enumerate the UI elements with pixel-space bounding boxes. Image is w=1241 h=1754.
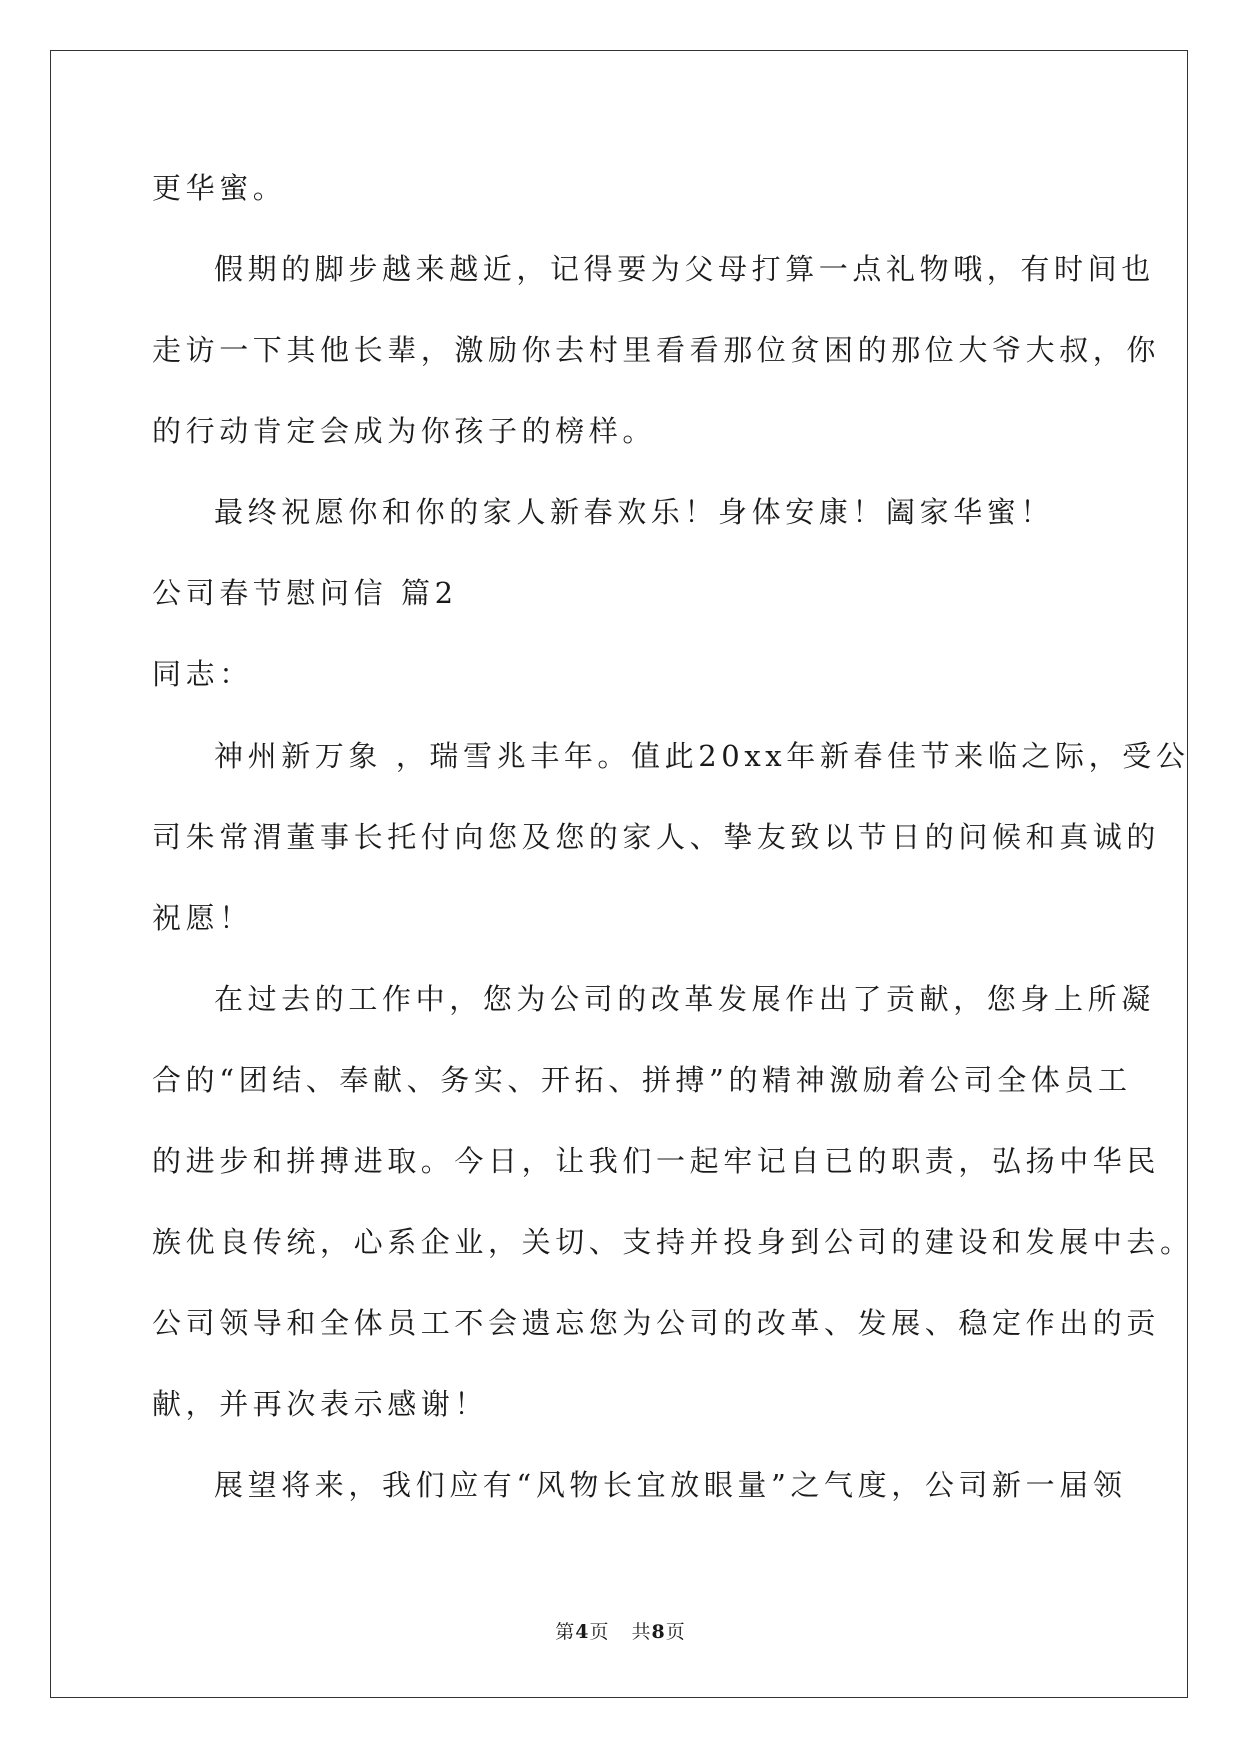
text-line: 的进步和拼搏进取。今日，让我们一起牢记自已的职责，弘扬中华民 — [152, 1143, 1161, 1178]
salutation: 同志： — [152, 657, 253, 692]
text-line: 在过去的工作中，您为公司的改革发展作出了贡献，您身上所凝 — [214, 981, 1155, 1016]
footer-page-number: 4 — [575, 1621, 590, 1643]
document-body — [152, 158, 1194, 1536]
text-line: 展望将来，我们应有“风物长宜放眼量”之气度，公司新一届领 — [214, 1468, 1127, 1503]
page-footer — [0, 1617, 1241, 1644]
text-line: 最终祝愿你和你的家人新春欢乐！身体安康！阖家华蜜！ — [214, 495, 1055, 530]
text-line: 神州新万象 ，瑞雪兆丰年。值此20xx年新春佳节来临之际，受公 — [214, 738, 1190, 773]
text-line: 假期的脚步越来越近，记得要为父母打算一点礼物哦，有时间也 — [214, 252, 1155, 287]
footer-page-prefix: 第 — [555, 1621, 576, 1643]
text-line: 族优良传统，心系企业，关切、支持并投身到公司的建设和发展中去。 — [152, 1225, 1194, 1260]
section-heading: 公司春节慰问信 篇2 — [152, 576, 458, 611]
footer-total-pages: 8 — [651, 1621, 666, 1643]
footer-total-suffix: 页 — [665, 1621, 686, 1643]
footer-page-suffix: 页 — [589, 1621, 610, 1643]
text-line: 祝愿！ — [152, 900, 253, 935]
text-line: 更华蜜。 — [152, 171, 287, 205]
footer-total-prefix: 共 — [631, 1621, 652, 1643]
text-line: 合的“团结、奉献、务实、开拓、拼搏”的精神激励着公司全体员工 — [152, 1062, 1132, 1097]
text-line: 走访一下其他长辈，激励你去村里看看那位贫困的那位大爷大叔，你 — [152, 333, 1161, 368]
text-line: 司朱常渭董事长托付向您及您的家人、挚友致以节日的问候和真诚的 — [152, 819, 1161, 854]
text-line: 献，并再次表示感谢！ — [152, 1387, 489, 1422]
text-line: 的行动肯定会成为你孩子的榜样。 — [152, 414, 657, 449]
text-line: 公司领导和全体员工不会遗忘您为公司的改革、发展、稳定作出的贡 — [152, 1306, 1161, 1341]
